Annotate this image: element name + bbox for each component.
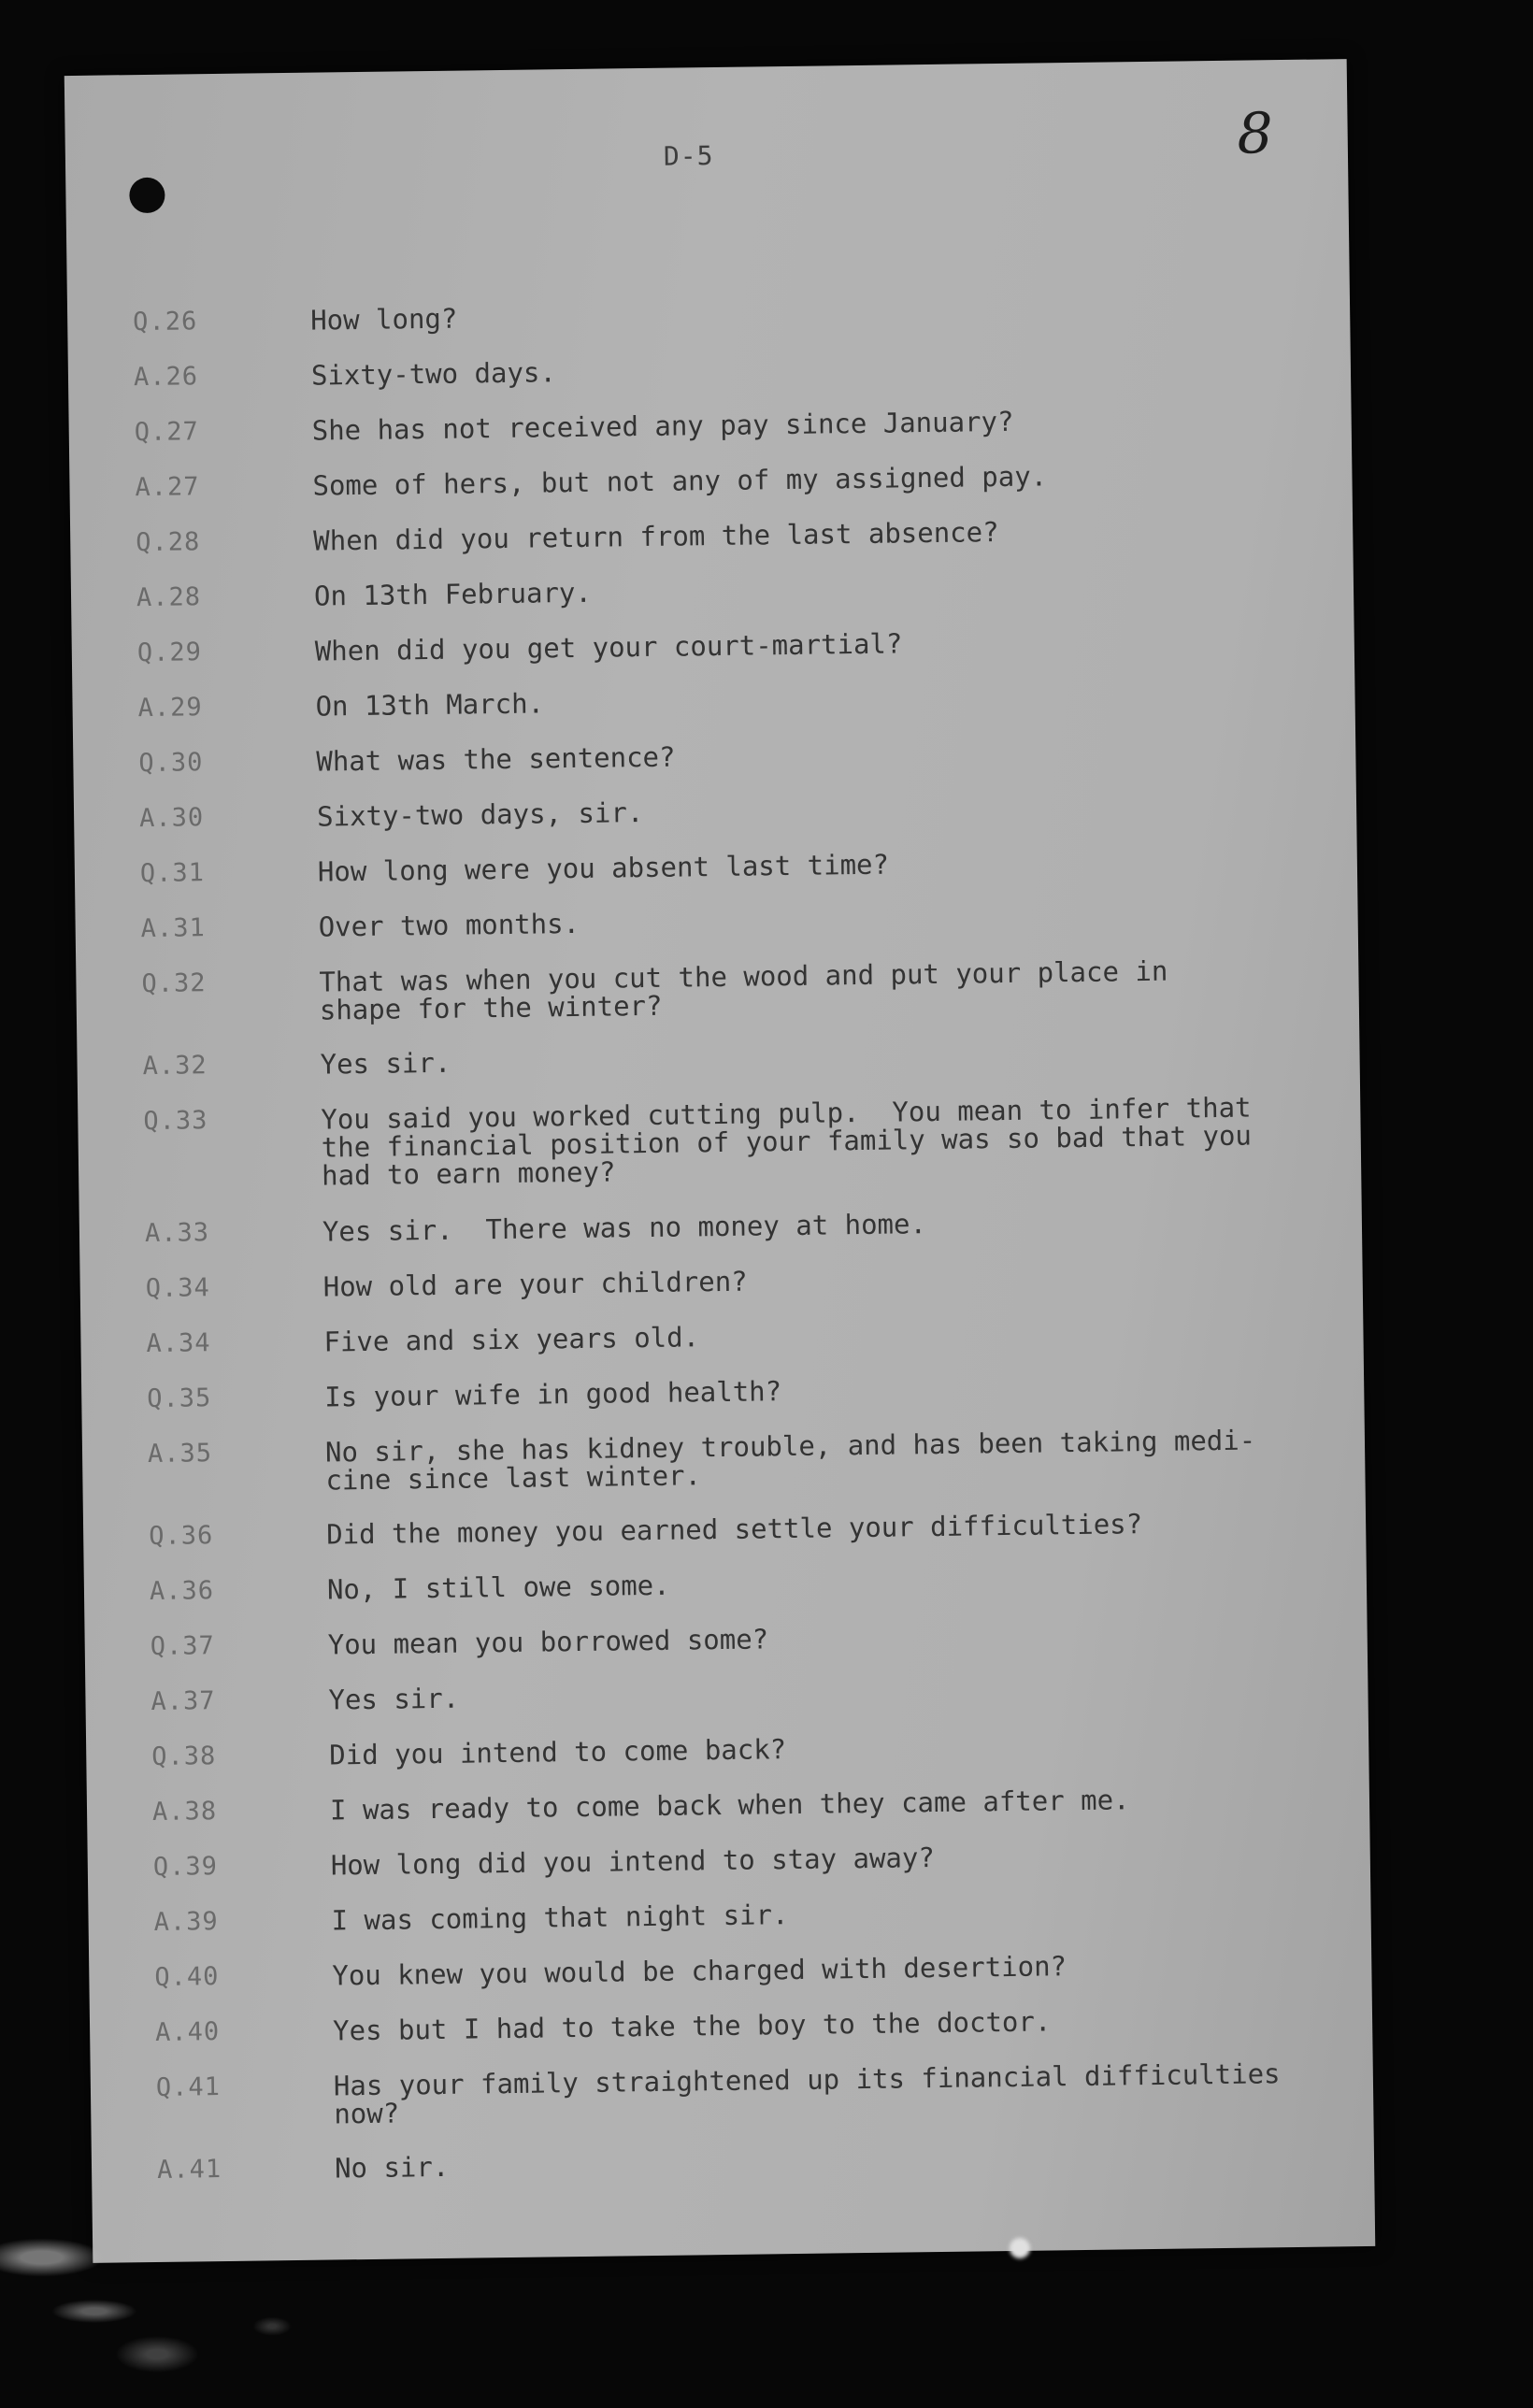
qa-label: A.37 (150, 1686, 216, 1717)
qa-label: A.29 (137, 693, 203, 724)
qa-text: Did you intend to come back? (329, 1733, 787, 1771)
qa-text: No sir, she has kidney trouble, and has been taking medi- cine since last winter. (324, 1424, 1256, 1497)
qa-text: Yes sir. There was no money at home. (322, 1208, 927, 1248)
document-sheet (64, 59, 1376, 2263)
qa-label: A.31 (140, 913, 206, 944)
qa-text: How long? (309, 302, 458, 337)
qa-label: Q.39 (152, 1852, 219, 1882)
qa-label: Q.27 (134, 417, 199, 448)
qa-text: On 13th February. (313, 576, 593, 612)
qa-label: A.30 (138, 803, 205, 834)
qa-label: Q.33 (143, 1106, 208, 1137)
qa-label: Q.40 (154, 1962, 220, 1992)
qa-text: Five and six years old. (323, 1321, 700, 1358)
qa-row (156, 2058, 1337, 2157)
qa-text: How long were you absent last time? (317, 848, 890, 888)
qa-text: Is your wife in good health? (324, 1375, 782, 1413)
qa-label: Q.37 (150, 1631, 215, 1662)
qa-label: A.28 (136, 582, 202, 613)
qa-label: A.39 (153, 1907, 219, 1937)
qa-text: No, I still owe some. (326, 1569, 670, 1606)
qa-text: No sir. (334, 2150, 450, 2185)
qa-label: A.36 (149, 1576, 215, 1607)
qa-transcript (133, 294, 1338, 2212)
qa-label: Q.30 (138, 748, 204, 779)
qa-label: A.32 (142, 1051, 208, 1082)
qa-label: A.40 (154, 2017, 221, 2047)
qa-text: Over two months. (318, 907, 580, 943)
qa-text: Yes but I had to take the boy to the doctor. (332, 2005, 1052, 2047)
qa-text: You mean you borrowed some? (327, 1623, 769, 1661)
qa-text: Sixty-two days. (310, 356, 557, 392)
qa-text: Yes sir. (320, 1046, 451, 1081)
qa-label: Q.35 (147, 1383, 212, 1414)
qa-text: What was the sentence? (316, 740, 676, 778)
qa-text: Yes sir. (328, 1682, 460, 1716)
qa-text: You knew you would be charged with desertion? (332, 1950, 1067, 1992)
qa-label: A.33 (144, 1218, 210, 1249)
qa-text: How old are your children? (322, 1265, 748, 1303)
qa-text: How long did you intend to stay away? (330, 1842, 936, 1882)
qa-label: Q.29 (136, 638, 203, 668)
qa-text: When did you get your court-martial? (314, 627, 903, 667)
qa-text: Sixty-two days, sir. (316, 796, 644, 833)
qa-text: I was ready to come back when they came after me. (329, 1784, 1130, 1827)
qa-text: She has not received any pay since January? (311, 405, 1014, 447)
qa-label: A.27 (135, 472, 200, 503)
qa-label: Q.28 (136, 527, 201, 558)
qa-label: A.26 (133, 362, 199, 393)
qa-label: Q.31 (139, 858, 206, 889)
qa-label: Q.41 (155, 2072, 222, 2102)
qa-label: A.35 (147, 1439, 213, 1469)
qa-label: A.41 (156, 2155, 222, 2185)
scan-spot (1010, 2238, 1030, 2258)
qa-row (148, 1426, 1328, 1524)
qa-label: A.34 (146, 1328, 211, 1359)
qa-text: Has your family straightened up its financial difficulties now? (333, 2057, 1281, 2130)
header-code: D-5 (663, 139, 714, 172)
qa-text: That was when you cut the wood and put your place in shape for the winter? (319, 954, 1168, 1026)
qa-text: On 13th March. (315, 687, 545, 723)
page-number: 8 (1237, 101, 1274, 167)
qa-label: Q.38 (151, 1742, 217, 1772)
qa-label: Q.26 (132, 307, 198, 337)
qa-text: You said you worked cutting pulp. You mean to infer that the financial position of your family was so bad that you had to earn money? (321, 1091, 1253, 1192)
qa-text: I was coming that night sir. (331, 1899, 789, 1937)
qa-text: When did you return from the last absence? (313, 516, 999, 557)
qa-label: Q.32 (141, 968, 207, 999)
qa-row (141, 955, 1322, 1054)
qa-text: Some of hers, but not any of my assigned pay. (312, 460, 1048, 502)
qa-label: A.38 (151, 1797, 218, 1828)
qa-text: Did the money you earned settle your difficulties? (325, 1508, 1143, 1551)
qa-row (143, 1093, 1324, 1221)
punch-hole (129, 178, 165, 213)
qa-label: Q.34 (145, 1273, 210, 1304)
qa-label: Q.36 (149, 1521, 214, 1552)
scan-grime (0, 2193, 523, 2408)
